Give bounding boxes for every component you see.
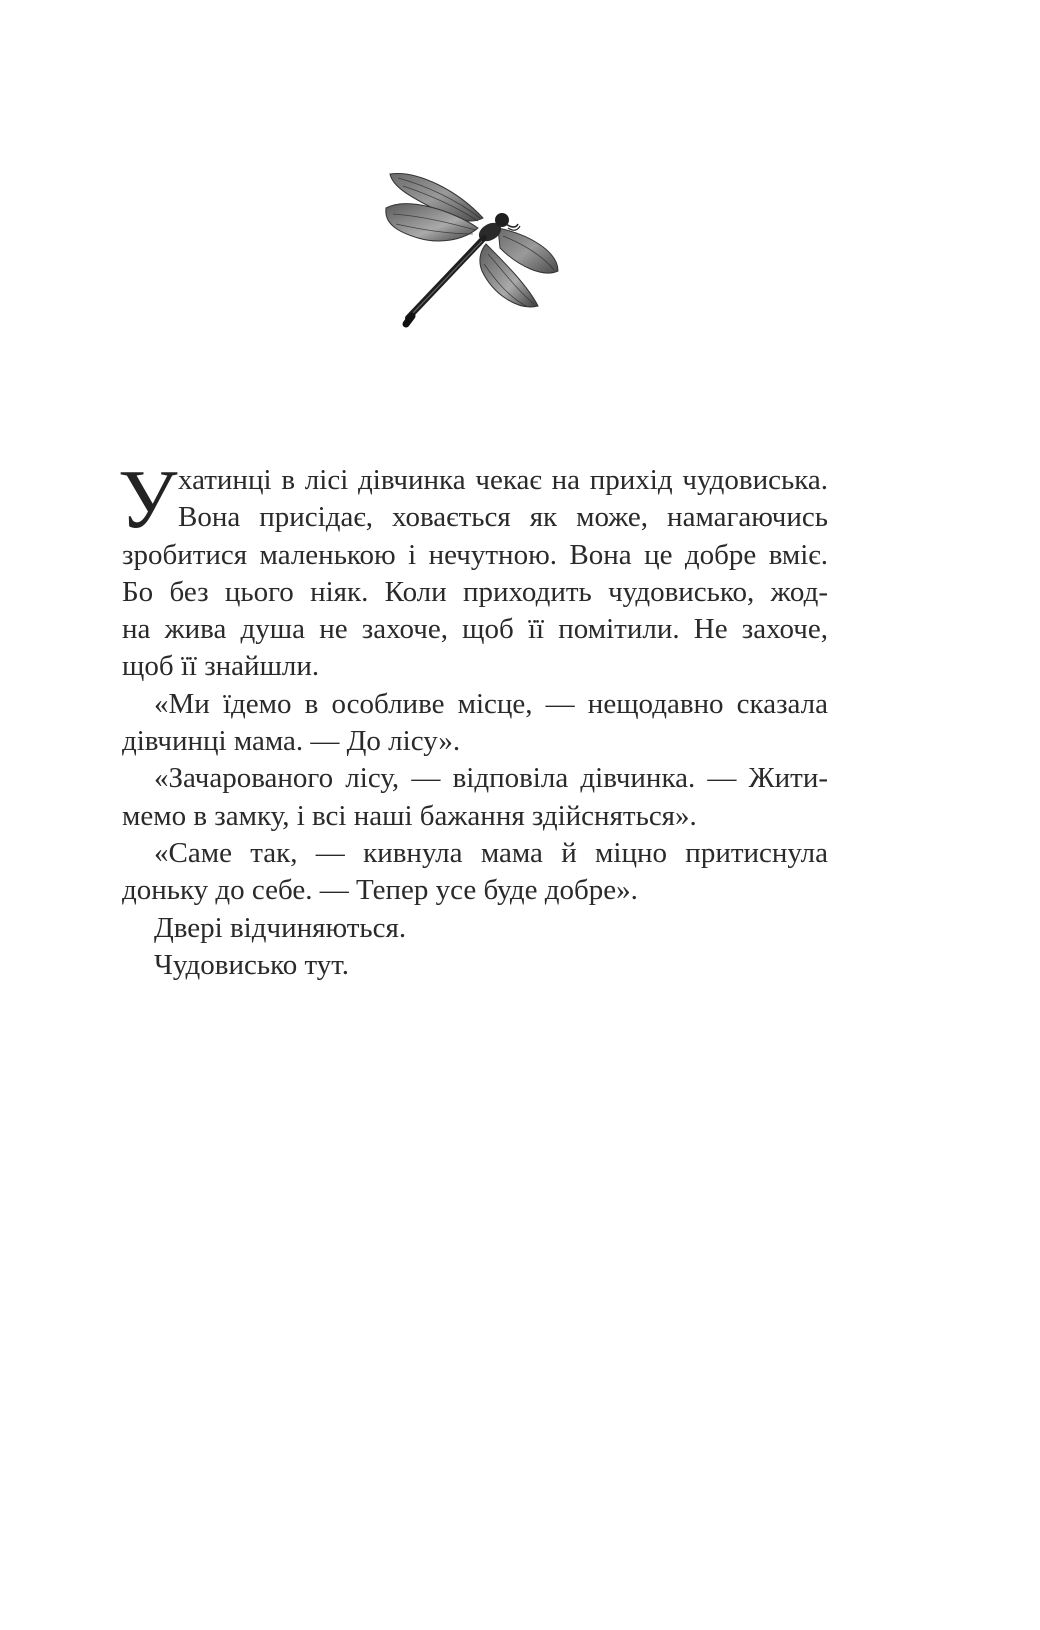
story-text bbox=[118, 453, 828, 984]
dragonfly-icon bbox=[378, 166, 573, 331]
text-line: «Саме так, — кивнула мама й міцно притиснула bbox=[154, 836, 828, 869]
text-line: дівчинці мама. — До лісу». bbox=[122, 725, 461, 758]
text-line: Двері відчиняються. bbox=[154, 911, 407, 944]
text-line: щоб її знайшли. bbox=[122, 650, 320, 683]
text-line: зробитися маленькою і нечутною. Вона це добре вміє. bbox=[122, 538, 828, 571]
text-line: «Зачарованого лісу, — відповіла дівчинка. — Жити- bbox=[154, 762, 828, 795]
text-line: на жива душа не захоче, щоб її помітили. Не захоче, bbox=[122, 613, 828, 646]
drop-cap: У bbox=[118, 453, 178, 546]
text-line: Чудовисько тут. bbox=[154, 948, 349, 981]
text-line: «Ми їдемо в особливе місце, — нещодавно сказала bbox=[154, 687, 828, 720]
text-line: Бо без цього ніяк. Коли приходить чудовисько, жод- bbox=[122, 575, 828, 608]
text-line: хатинці в лісі дівчинка чекає на прихід чудовиська. bbox=[178, 464, 828, 496]
text-line: Вона присідає, ховається як може, намагаючись bbox=[178, 501, 828, 534]
text-line: мемо в замку, і всі наші бажання здійсняться». bbox=[122, 799, 697, 832]
text-line: доньку до себе. — Тепер усе буде добре». bbox=[122, 874, 638, 907]
